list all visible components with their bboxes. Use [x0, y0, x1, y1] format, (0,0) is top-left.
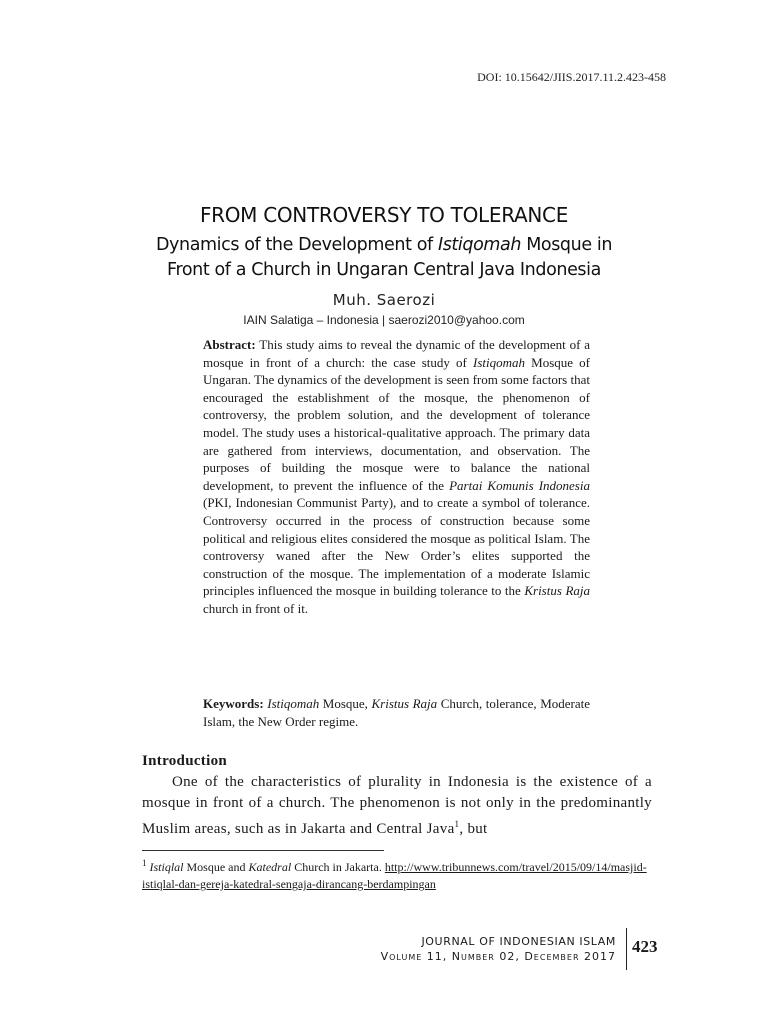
keywords-italic-2: Kristus Raja: [371, 696, 438, 711]
page-number: 423: [632, 937, 658, 956]
abstract-italic-3: Kristus Raja: [524, 583, 591, 599]
abstract-text-2: Mosque of Ungaran. The dynamics of the development is seen from some factors that encouraged the establishment of the mosque, the phenomenon of controversy, the problem solution, and the development of tolerance model. The study uses a historical-qualitative approach. The primary data are gathered from interviews, documentation, and observation. The purposes of building the mosque were to balance the national development, to prevent the influence of the: [203, 354, 591, 493]
abstract: [203, 336, 590, 618]
keywords-text-2: Church, tolerance, Moderate Islam, the New Order regime.: [203, 696, 591, 729]
footnote-text-1: Mosque and: [183, 860, 249, 874]
footer-volume-info: Volume 11, Number 02, December 2017: [380, 950, 616, 963]
abstract-text-4: church in front of it.: [203, 600, 309, 616]
keywords: [203, 695, 590, 730]
subtitle-italic: Istiqomah: [437, 235, 522, 255]
footnote-italic-1: Istiqlal: [149, 860, 184, 874]
subtitle-text-1: Dynamics of the Development of: [155, 235, 438, 255]
doi: DOI: 10.15642/JIIS.2017.11.2.423-458: [477, 70, 666, 84]
footnote-number: 1: [142, 858, 147, 868]
footnote-text-2: Church in Jakarta.: [291, 860, 385, 874]
abstract-text-1: This study aims to reveal the dynamic of the development of a mosque in front of a church: the case study of: [203, 337, 590, 370]
keywords-italic-1: Istiqomah: [267, 696, 320, 711]
footnote-link[interactable]: http://www.tribunnews.com/travel/2015/09/14/masjid-istiqlal-dan-gereja-katedral-sengaja-dirancang-berdampingan: [142, 860, 647, 891]
footnote: [142, 855, 652, 893]
intro-text-2: , but: [459, 821, 488, 837]
abstract-italic-2: Partai Komunis Indonesia: [449, 477, 590, 493]
article-title: FROM CONTROVERSY TO TOLERANCE: [199, 203, 569, 227]
footer-divider: [626, 928, 627, 970]
article-subtitle: [140, 233, 628, 283]
abstract-label: Abstract:: [203, 337, 256, 352]
footnote-divider: [142, 850, 384, 851]
subtitle-text-2: Mosque in Front of a Church in Ungaran Central Java Indonesia: [167, 235, 613, 280]
keywords-text-1: Mosque,: [319, 696, 372, 711]
abstract-text-3: (PKI, Indonesian Communist Party), and to create a symbol of tolerance. Controversy occurred in the process of construction because some political and religious elites considered the mosque as political Islam. The controversy waned after the New Order’s elites supported the construction of the mosque. The implementation of a moderate Islamic principles influenced the mosque in building tolerance to the: [203, 495, 590, 599]
abstract-italic-1: Istiqomah: [473, 354, 526, 370]
footnote-marker[interactable]: 1: [454, 819, 460, 829]
footer-journal-name: JOURNAL OF INDONESIAN ISLAM: [421, 935, 616, 948]
keywords-label: Keywords:: [203, 696, 264, 711]
author-name: Muh. Saerozi: [332, 291, 436, 309]
introduction-paragraph: [142, 772, 652, 840]
author-affiliation: IAIN Salatiga – Indonesia | saerozi2010@yahoo.com: [243, 313, 525, 327]
intro-text-1: One of the characteristics of plurality in Indonesia is the existence of a mosque in front of a church. The phenomenon is not only in the predominantly Muslim areas, such as in Jakarta and Central Java: [142, 774, 652, 837]
footnote-italic-2: Katedral: [248, 860, 292, 874]
section-heading-introduction: Introduction: [142, 753, 228, 769]
